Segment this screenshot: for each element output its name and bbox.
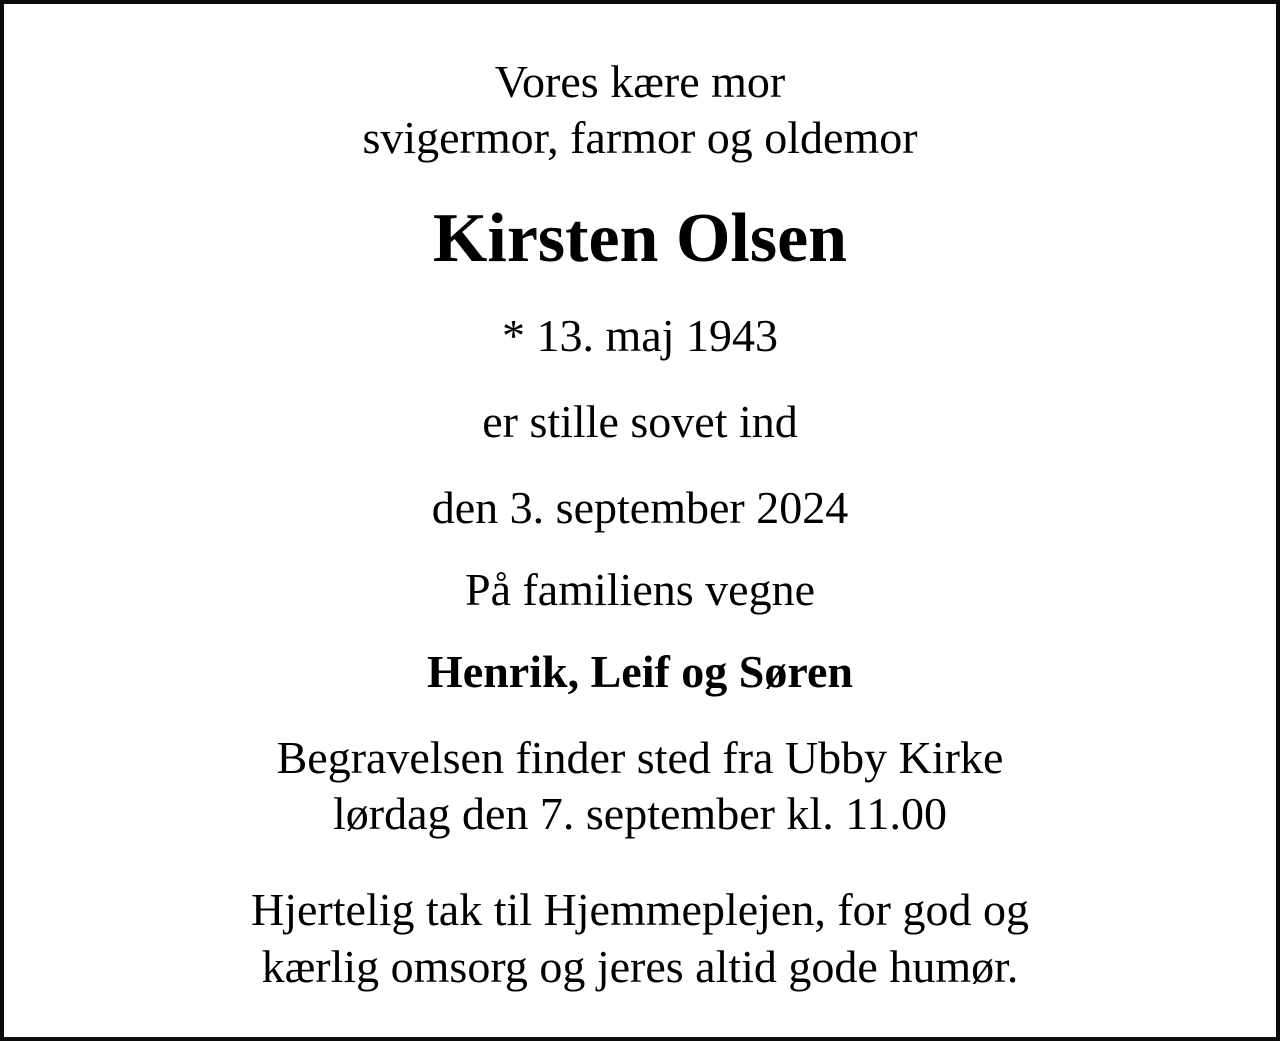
deceased-name: Kirsten Olsen	[432, 200, 848, 278]
birth-date: * 13. maj 1943	[502, 309, 778, 361]
thanks-line-2: kærlig omsorg og jeres altid gode humør.	[261, 940, 1019, 992]
death-date: den 3. september 2024	[431, 481, 849, 533]
funeral-info-paragraph	[4, 730, 1276, 842]
intro-paragraph	[4, 54, 1276, 166]
intro-line-1: Vores kære mor	[494, 56, 786, 107]
family-names: Henrik, Leif og Søren	[427, 646, 853, 698]
on-behalf-text: På familiens vegne	[464, 564, 815, 616]
funeral-line-1: Begravelsen finder sted fra Ubby Kirke	[276, 732, 1004, 784]
funeral-line-2: lørdag den 7. september kl. 11.00	[332, 788, 948, 840]
passed-away-text: er stille sovet ind	[482, 395, 798, 447]
intro-line-2: svigermor, farmor og oldemor	[362, 112, 918, 164]
thanks-paragraph	[4, 882, 1276, 994]
thanks-line-1: Hjertelig tak til Hjemmeplejen, for god og	[251, 884, 1029, 936]
